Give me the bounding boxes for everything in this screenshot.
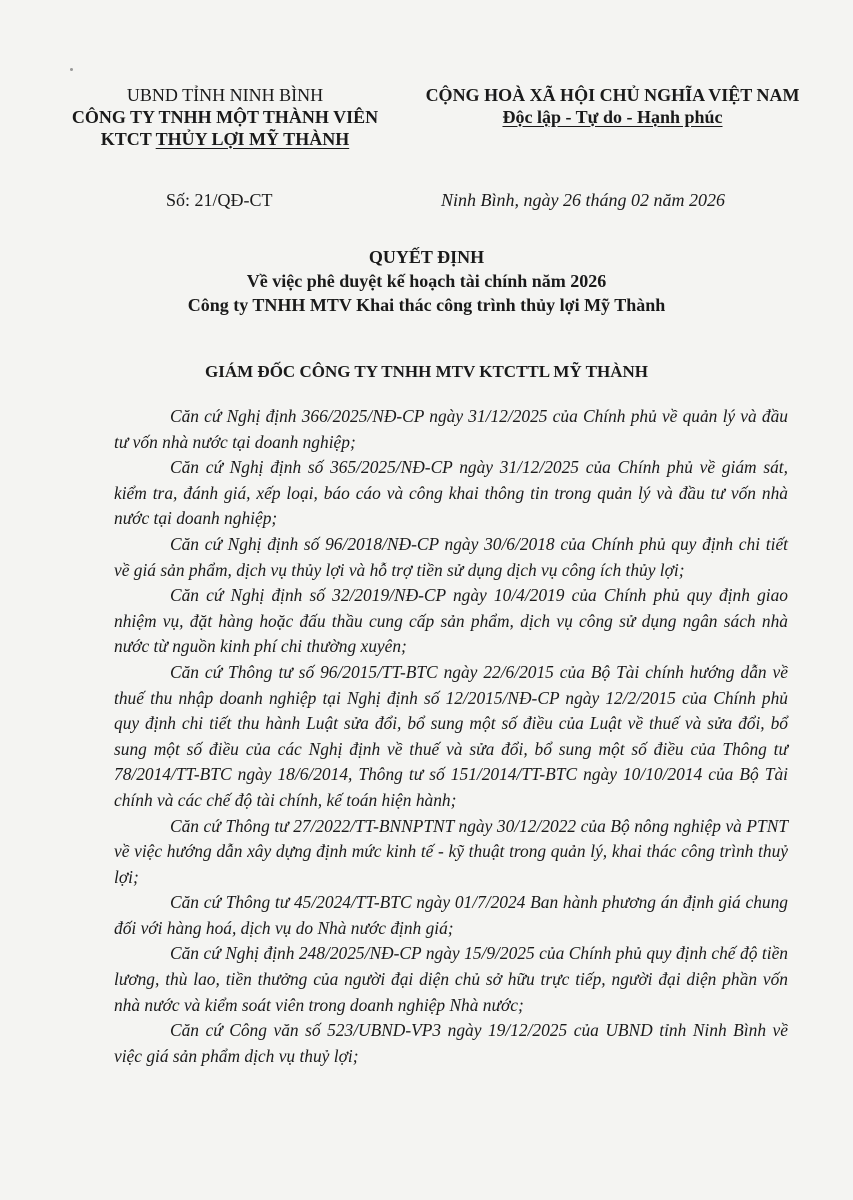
national-title	[400, 84, 825, 128]
legal-basis-item: Căn cứ Thông tư 27/2022/TT-BNNPTNT ngày 30/12/2022 của Bộ nông nghiệp và PTNT về việc hướng dẫn xây dựng định mức kinh tế - kỹ thuật trong quản lý, khai thác công trình thuỷ lợi;	[114, 815, 788, 887]
title-line-3: Công ty TNHH MTV Khai thác công trình thủy lợi Mỹ Thành	[187, 295, 666, 315]
legal-basis-item: Căn cứ Nghị định số 96/2018/NĐ-CP ngày 30/6/2018 của Chính phủ quy định chi tiết về giá sản phẩm, dịch vụ thủy lợi và hỗ trợ tiền sử dụng dịch vụ công ích thủy lợi;	[114, 533, 788, 580]
authority-line-3-underlined: THỦY LỢI MỸ THÀNH	[155, 129, 350, 149]
date-line: Ninh Bình, ngày 26 tháng 02 năm 2026	[441, 190, 725, 210]
authority-line-3	[60, 128, 390, 150]
national-title-line: CỘNG HOÀ XÃ HỘI CHỦ NGHĨA VIỆT NAM	[425, 85, 800, 105]
legal-basis-item: Căn cứ Nghị định số 365/2025/NĐ-CP ngày 31/12/2025 của Chính phủ về giám sát, kiểm tra, đánh giá, xếp loại, báo cáo và công khai thông tin trong quản lý và đầu tư vốn nhà nước tại doanh nghiệp;	[114, 457, 788, 529]
legal-basis-item: Căn cứ Nghị định 366/2025/NĐ-CP ngày 31/12/2025 của Chính phủ về quản lý và đầu tư vốn nhà nước tại doanh nghiệp;	[114, 406, 788, 452]
title-line-1: QUYẾT ĐỊNH	[368, 247, 485, 267]
authority-line-1: UBND TỈNH NINH BÌNH	[126, 85, 324, 105]
director-heading: GIÁM ĐỐC CÔNG TY TNHH MTV KTCTTL MỸ THÀNH	[205, 362, 648, 381]
legal-basis-item: Căn cứ Thông tư 45/2024/TT-BTC ngày 01/7/2024 Ban hành phương án định giá chung đối với hàng hoá, dịch vụ do Nhà nước định giá;	[114, 892, 788, 938]
document-number: Số: 21/QĐ-CT	[166, 190, 273, 210]
authority-line-2: CÔNG TY TNHH MỘT THÀNH VIÊN	[71, 107, 379, 127]
legal-basis-item: Căn cứ Công văn số 523/UBND-VP3 ngày 19/12/2025 của UBND tỉnh Ninh Bình về việc giá sản phẩm dịch vụ thuỷ lợi;	[114, 1020, 788, 1066]
issuing-authority	[60, 84, 390, 150]
authority-line-3-prefix: KTCT	[100, 129, 156, 149]
title-line-2: Về việc phê duyệt kế hoạch tài chính năm 2026	[246, 271, 607, 291]
legal-basis-item: Căn cứ Nghị định số 32/2019/NĐ-CP ngày 10/4/2019 của Chính phủ quy định giao nhiệm vụ, đặt hàng hoặc đấu thầu cung cấp sản phẩm, dịch vụ công sử dụng ngân sách nhà nước từ nguồn kinh phí chi thường xuyên;	[114, 585, 788, 657]
legal-basis-item: Căn cứ Thông tư số 96/2015/TT-BTC ngày 22/6/2015 của Bộ Tài chính hướng dẫn về thuế thu nhập doanh nghiệp tại Nghị định số 12/2015/NĐ-CP ngày 12/2/2015 của Chính phủ quy định chi tiết thu hành Luật sửa đổi, bổ sung một số điều của Luật về thuế và sửa đổi, bổ sung một số điều của các Nghị định về thuế và sửa đổi, bổ sung một số điều của Thông tư 78/2014/TT-BTC ngày 18/6/2014, Thông tư số 151/2014/TT-BTC ngày 10/10/2014 của Bộ Tài chính và các chế độ tài chính, kế toán hiện hành;	[114, 661, 788, 810]
national-motto: Độc lập - Tự do - Hạnh phúc	[502, 107, 723, 127]
scan-speck	[70, 68, 73, 71]
document-title	[100, 245, 753, 317]
legal-bases	[114, 404, 788, 1069]
legal-basis-item: Căn cứ Nghị định 248/2025/NĐ-CP ngày 15/9/2025 của Chính phủ quy định chế độ tiền lương, thù lao, tiền thưởng của người đại diện chủ sở hữu trực tiếp, người đại diện phần vốn nhà nước và kiểm soát viên trong doanh nghiệp Nhà nước;	[114, 943, 788, 1015]
